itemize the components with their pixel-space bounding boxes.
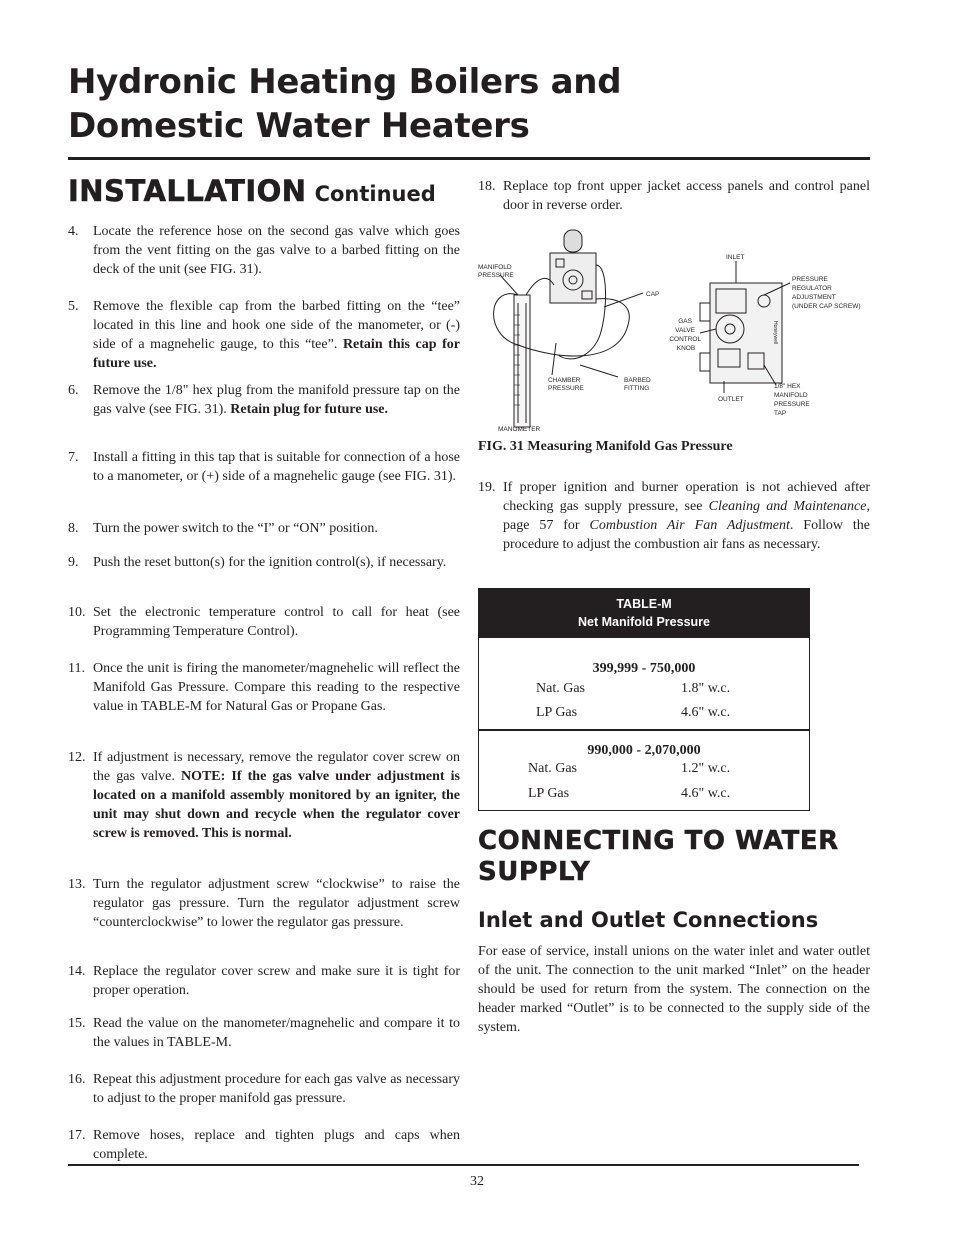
step-number: 19. — [478, 480, 496, 495]
label-gas-valve-knob: GAS VALVE CONTROL KNOB — [669, 318, 701, 352]
step-14 — [68, 962, 460, 1000]
step-6 — [68, 381, 460, 419]
step-text: Locate the reference hose on the second gas valve which goes from the vent fitting on the gas valve to a barbed fitting on the deck of the unit (see FIG. 31). — [93, 224, 460, 277]
label-pressure-regulator: PRESSURE REGULATOR ADJUSTMENT (UNDER CAP SCREW) — [792, 276, 861, 310]
step-text: Turn the regulator adjustment screw “clockwise” to raise the regulator gas pressure. Turn the regulator adjustment screw “counterclockwise” to lower the regulator gas pressure. — [93, 877, 460, 930]
step-17 — [68, 1126, 460, 1164]
step-text: Remove the 1/8" hex plug from the manifold pressure tap on the gas valve (see FIG. 31). Retain plug for future use. — [93, 383, 460, 417]
label-hex-tap: 1/8" HEX MANIFOLD PRESSURE TAP — [774, 383, 810, 417]
table-m-fuel: LP Gas — [528, 786, 570, 801]
page-number: 32 — [470, 1174, 484, 1189]
step-text: Replace top front upper jacket access panels and control panel door in reverse order. — [503, 179, 870, 213]
label-inlet: INLET — [726, 254, 745, 261]
label-chamber-pressure: CHAMBER PRESSURE — [548, 377, 584, 392]
step-9 — [68, 553, 460, 572]
figure-caption: FIG. 31 Measuring Manifold Gas Pressure — [478, 439, 733, 454]
step-4 — [68, 222, 460, 279]
step-7 — [68, 448, 460, 486]
page-title — [68, 60, 621, 148]
step-text: Set the electronic temperature control to call for heat (see Programming Temperature Control). — [93, 605, 460, 639]
step-10 — [68, 603, 460, 641]
label-outlet: OUTLET — [718, 396, 744, 403]
step-number: 15. — [68, 1016, 86, 1031]
inlet-outlet-subheading: Inlet and Outlet Connections — [478, 908, 819, 932]
step-number: 9. — [68, 555, 79, 570]
label-brand: Honeywell — [772, 321, 778, 345]
step-13 — [68, 875, 460, 932]
step-18 — [478, 177, 870, 215]
step-number: 14. — [68, 964, 86, 979]
label-barbed-fitting: BARBED FITTING — [624, 377, 651, 392]
table-m-fuel: Nat. Gas — [536, 681, 585, 696]
label-manifold-pressure: MANIFOLD PRESSURE — [478, 264, 514, 279]
connecting-heading: CONNECTING TO WATER SUPPLY — [478, 826, 839, 887]
table-m-header — [479, 589, 809, 638]
table-m-range: 990,000 - 2,070,000 — [587, 743, 701, 758]
ref-combustion-air-fan: Combustion Air Fan Adjustment — [589, 518, 790, 533]
step-number: 7. — [68, 450, 79, 465]
step-number: 18. — [478, 179, 496, 194]
step-text: Turn the power switch to the “I” or “ON” position. — [93, 521, 378, 536]
step-5 — [68, 297, 460, 373]
table-m-fuel: LP Gas — [536, 705, 578, 720]
step-number: 11. — [68, 661, 85, 676]
step-text: Remove the flexible cap from the barbed fitting on the “tee” located in this line and hook one side of the manometer, or (-) side of a magnehelic gauge, to this “tee”. Retain this cap for future use. — [93, 299, 461, 371]
title-line-2: Domestic Water Heaters — [68, 106, 530, 146]
table-m-subtitle: Net Manifold Pressure — [578, 615, 710, 629]
step-15 — [68, 1014, 460, 1052]
title-divider — [68, 157, 870, 160]
footer-divider — [68, 1164, 859, 1166]
table-m-value: 1.2" w.c. — [681, 761, 731, 776]
step-text: Remove hoses, replace and tighten plugs and caps when complete. — [93, 1128, 460, 1162]
table-m-range: 399,999 - 750,000 — [592, 661, 696, 676]
label-cap: CAP — [646, 291, 660, 298]
step-16 — [68, 1070, 460, 1108]
step-8 — [68, 519, 460, 538]
manifold-pressure-diagram — [478, 225, 870, 437]
installation-heading — [68, 174, 436, 208]
step-text: Push the reset button(s) for the ignition control(s), if necessary. — [93, 555, 447, 570]
table-m-value: 4.6" w.c. — [681, 786, 731, 801]
inlet-outlet-paragraph: For ease of service, install unions on the water inlet and water outlet of the unit. The connection to the unit marked “Inlet” on the header should be used for return from the system. The connection on the header marked “Outlet” is to be connected to the supply side of the system. — [478, 944, 870, 1035]
table-m-divider — [479, 729, 809, 731]
table-m-value: 1.8" w.c. — [681, 681, 731, 696]
step-bold-note: Retain plug for future use. — [230, 402, 389, 417]
step-text: If proper ignition and burner operation is not achieved after checking gas supply pressure, see Cleaning and Maintenance, page 57 for Combustion Air Fan Adjustment. Follow the procedure to adjust the combustion air fans as necessary. — [503, 480, 870, 552]
step-text: If adjustment is necessary, remove the regulator cover screw on the gas valve. NOTE: If the gas valve under adjustment is located on a manifold assembly monitored by an igniter, the unit may shut down and recycle when the regulator cover screw is removed. This is normal. — [93, 750, 460, 841]
table-m-title: TABLE-M — [616, 597, 672, 611]
step-text: Read the value on the manometer/magnehelic and compare it to the values in TABLE-M. — [93, 1016, 460, 1050]
step-number: 4. — [68, 224, 79, 239]
label-manometer: MANOMETER — [498, 426, 541, 433]
step-11 — [68, 659, 460, 716]
step-number: 6. — [68, 383, 79, 398]
table-m-value: 4.6" w.c. — [681, 705, 731, 720]
table-m — [478, 588, 810, 811]
step-number: 10. — [68, 605, 86, 620]
step-number: 17. — [68, 1128, 86, 1143]
step-bold-note: NOTE: If the gas valve under adjustment is located on a manifold assembly monitored by an igniter, the unit may shut down and recycle when the regulator cover screw is removed. This is normal. — [93, 769, 460, 841]
title-line-1: Hydronic Heating Boilers and — [68, 62, 622, 102]
step-number: 5. — [68, 299, 79, 314]
step-12 — [68, 748, 460, 843]
step-text: Install a fitting in this tap that is suitable for connection of a hose to a manometer, or (+) side of a magnehelic gauge (see FIG. 31). — [93, 450, 460, 484]
step-number: 12. — [68, 750, 86, 765]
step-text: Repeat this adjustment procedure for each gas valve as necessary to adjust to the proper manifold gas pressure. — [93, 1072, 460, 1106]
installation-heading-main: INSTALLATION — [68, 174, 307, 208]
step-text: Once the unit is firing the manometer/magnehelic will reflect the Manifold Gas Pressure. Compare this reading to the respective value in TABLE-M for Natural Gas or Propane Gas. — [93, 661, 460, 714]
step-number: 16. — [68, 1072, 86, 1087]
ref-cleaning-maintenance: Cleaning and Maintenance — [708, 499, 867, 514]
installation-heading-suffix: Continued — [314, 182, 436, 206]
step-number: 13. — [68, 877, 86, 892]
step-text: Replace the regulator cover screw and make sure it is tight for proper operation. — [93, 964, 460, 998]
step-bold-note: Retain this cap for future use. — [93, 337, 461, 371]
step-19 — [478, 478, 870, 554]
step-number: 8. — [68, 521, 79, 536]
table-m-fuel: Nat. Gas — [528, 761, 577, 776]
